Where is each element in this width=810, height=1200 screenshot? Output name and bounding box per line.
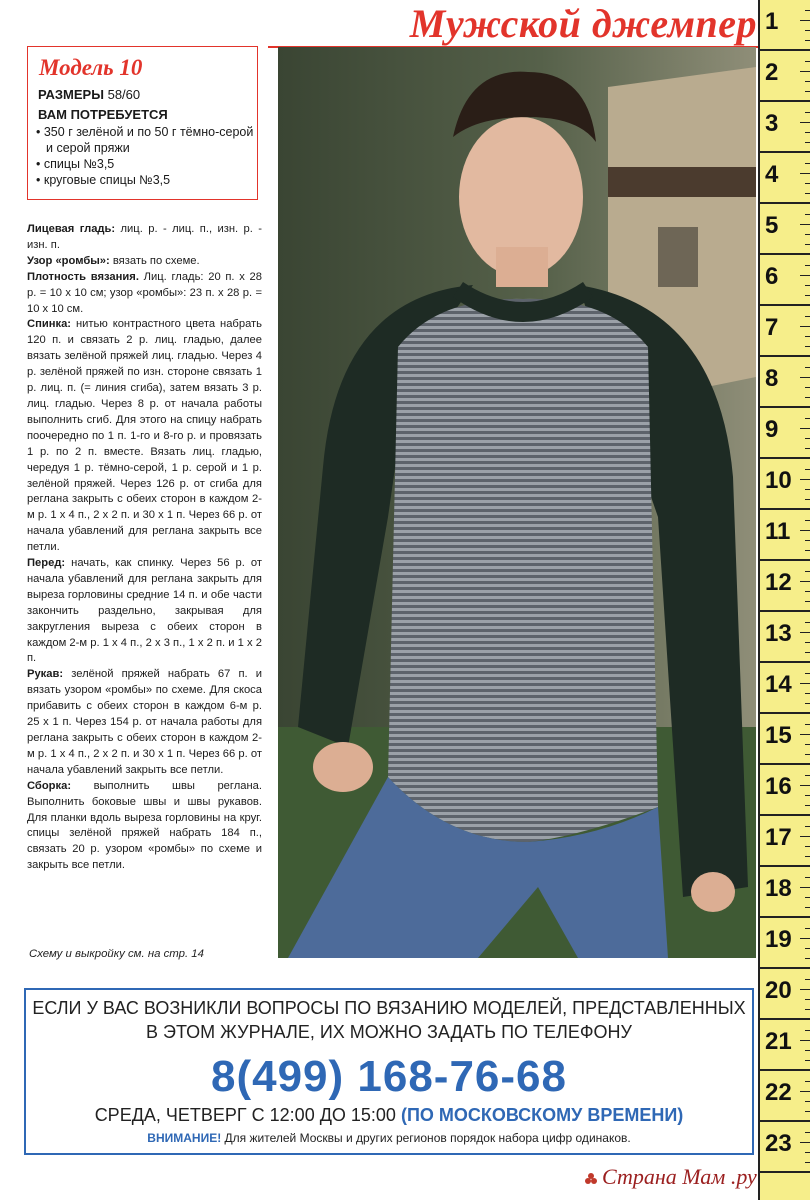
ruler-tick: [805, 622, 810, 623]
ruler-cell: [760, 612, 810, 663]
ruler-number: 9: [765, 416, 779, 443]
ruler-tick: [800, 122, 810, 123]
ruler-tick: [805, 591, 810, 592]
page-ruler: [758, 0, 810, 1200]
ruler-number: 2: [765, 59, 779, 86]
model-photo-illustration: [278, 47, 756, 958]
ruler-tick: [800, 1091, 810, 1092]
ruler-tick: [800, 428, 810, 429]
ruler-tick: [805, 346, 810, 347]
ruler-tick: [805, 91, 810, 92]
instruction-paragraph: [27, 317, 262, 556]
ruler-tick: [800, 989, 810, 990]
ruler-tick: [805, 112, 810, 113]
ruler-number: 7: [765, 314, 779, 341]
instruction-term: Узор «ромбы»:: [27, 254, 110, 267]
instruction-paragraph: [27, 254, 262, 270]
ruler-tick: [805, 142, 810, 143]
ruler-tick: [805, 958, 810, 959]
materials-item: • круговые спицы №3,5: [36, 172, 254, 188]
ruler-cell: [760, 1122, 810, 1173]
ruler-tick: [805, 693, 810, 694]
instruction-text: нитью контрастного цвета набрать 120 п. и связать 2 р. лиц. гладью, далее вязать зелёной пряжей лиц. гладью. Через 4 р. зелёной пряжей по изн. стороне связать 1 р. лиц. п. (= линия сгиба), затем вязать 3 р. лиц. гладью. Через 8 р. от начала работы выполнить сгиб. Для этого на спицу набрать поочередно по 1 п. 1-го и 8-го р. и провязать 1 р. по 2 п. вместе. Вязать лиц. гладью, чередуя 1 р. тёмно-серой, 1 р. серой и 1 р. зелёной пряжей. Через 126 р. от сгиба для реглана закрыть с обеих сторон в каждом 2-м р. 1 х 4 п., 2 х 2 п. и 30 х 1 п. Через 66 р. от начала убавлений для реглана закрыть все петли.: [27, 318, 262, 554]
model-title: Модель 10: [39, 55, 143, 80]
sizes-label: РАЗМЕРЫ: [38, 87, 104, 102]
ruler-cell: [760, 153, 810, 204]
instruction-paragraph: [27, 556, 262, 667]
ruler-tick: [800, 20, 810, 21]
ruler-number: 11: [765, 518, 791, 545]
ruler-tick: [800, 1142, 810, 1143]
ruler-tick: [805, 397, 810, 398]
contact-box: [24, 988, 754, 1155]
instruction-paragraph: [27, 270, 262, 318]
ruler-tick: [805, 1009, 810, 1010]
attention-note: [26, 1131, 752, 1145]
ruler-tick: [805, 703, 810, 704]
model-info-box: [27, 46, 258, 200]
ruler-cell: [760, 918, 810, 969]
instruction-text: вязать по схеме.: [109, 254, 200, 267]
ruler-number: 21: [765, 1028, 792, 1055]
ruler-tick: [805, 1081, 810, 1082]
ruler-number: 5: [765, 212, 779, 239]
hours-timezone: (ПО МОСКОВСКОМУ ВРЕМЕНИ): [400, 1105, 684, 1125]
materials-title: ВАМ ПОТРЕБУЕТСЯ: [38, 107, 168, 122]
ruler-tick: [805, 418, 810, 419]
ruler-tick: [800, 887, 810, 888]
instruction-text: лиц. р. - лиц. п., изн. р. - изн. п.: [27, 223, 262, 251]
ruler-cell: [760, 1071, 810, 1122]
ruler-tick: [805, 295, 810, 296]
ruler-cell: [760, 408, 810, 459]
ruler-tick: [805, 1060, 810, 1061]
ruler-tick: [805, 1111, 810, 1112]
ruler-cell: [760, 663, 810, 714]
ruler-tick: [805, 1162, 810, 1163]
page-title: Мужской джемпер: [409, 1, 757, 46]
ruler-tick: [805, 40, 810, 41]
instruction-text: выполнить швы реглана. Выполнить боковые швы и швы рукавов. Для планки вдоль выреза горловины на круг. спицы зелёной пряжей набрать 184 п., связать 20 р. узором «ромбы» по схеме и закрыть все петли.: [27, 779, 262, 872]
ruler-tick: [805, 795, 810, 796]
contact-line-2: В ЭТОМ ЖУРНАЛЕ, ИХ МОЖНО ЗАДАТЬ ПО ТЕЛЕФОНУ: [146, 1022, 632, 1042]
ruler-number: 17: [765, 824, 792, 851]
ruler-tick: [805, 234, 810, 235]
ruler-tick: [800, 938, 810, 939]
ruler-tick: [805, 183, 810, 184]
ruler-tick: [805, 469, 810, 470]
ruler-tick: [805, 877, 810, 878]
ruler-tick: [805, 601, 810, 602]
ruler-tick: [800, 173, 810, 174]
ruler-tick: [800, 530, 810, 531]
ruler-number: 12: [765, 569, 792, 596]
sizes-line: [38, 87, 140, 102]
instruction-paragraph: [27, 222, 262, 254]
ruler-tick: [800, 836, 810, 837]
ruler-number: 6: [765, 263, 779, 290]
ruler-tick: [805, 571, 810, 572]
ruler-number: 14: [765, 671, 792, 698]
ruler-tick: [805, 928, 810, 929]
pattern-reference-note: Схему и выкройку см. на стр. 14: [29, 948, 204, 960]
ruler-tick: [800, 581, 810, 582]
materials-list: [36, 124, 254, 188]
ruler-tick: [800, 377, 810, 378]
ruler-number: 16: [765, 773, 792, 800]
instruction-term: Спинка:: [27, 318, 72, 331]
ruler-tick: [805, 448, 810, 449]
ruler-tick: [805, 265, 810, 266]
ruler-number: 13: [765, 620, 792, 647]
ruler-tick: [805, 948, 810, 949]
ruler-cell: [760, 102, 810, 153]
ruler-tick: [800, 1040, 810, 1041]
ruler-number: 19: [765, 926, 792, 953]
ruler-number: 4: [765, 161, 779, 188]
contact-line-1: ЕСЛИ У ВАС ВОЗНИКЛИ ВОПРОСЫ ПО ВЯЗАНИЮ МОДЕЛЕЙ, ПРЕДСТАВЛЕННЫХ: [32, 998, 746, 1018]
ruler-cell: [760, 357, 810, 408]
ruler-tick: [805, 1101, 810, 1102]
site-watermark: Страна Мам .ру: [602, 1164, 757, 1189]
ruler-tick: [805, 673, 810, 674]
ruler-tick: [800, 326, 810, 327]
ruler-tick: [805, 754, 810, 755]
ruler-tick: [805, 1030, 810, 1031]
ruler-cell: [760, 1020, 810, 1071]
ruler-tick: [805, 10, 810, 11]
attention-label: ВНИМАНИЕ!: [147, 1131, 222, 1145]
ruler-tick: [805, 724, 810, 725]
ruler-cell: [760, 969, 810, 1020]
ruler-tick: [805, 1050, 810, 1051]
ruler-tick: [805, 438, 810, 439]
ruler-number: 18: [765, 875, 792, 902]
ruler-tick: [800, 632, 810, 633]
ruler-tick: [800, 785, 810, 786]
ruler-number: 8: [765, 365, 779, 392]
ruler-tick: [805, 81, 810, 82]
ruler-tick: [805, 540, 810, 541]
ruler-tick: [805, 336, 810, 337]
ruler-tick: [805, 244, 810, 245]
ruler-tick: [805, 489, 810, 490]
ruler-cell: [760, 714, 810, 765]
contact-hours: [26, 1105, 752, 1126]
ruler-cell: [760, 510, 810, 561]
ruler-cell: [760, 306, 810, 357]
ruler-tick: [805, 652, 810, 653]
ruler-tick: [805, 1132, 810, 1133]
ruler-cell: [760, 459, 810, 510]
ruler-cell: [760, 561, 810, 612]
ruler-tick: [805, 214, 810, 215]
ruler-tick: [800, 224, 810, 225]
ruler-number: 1: [765, 8, 779, 35]
ruler-tick: [805, 805, 810, 806]
ruler-tick: [800, 683, 810, 684]
ruler-cell: [760, 867, 810, 918]
ruler-tick: [805, 367, 810, 368]
instruction-term: Лицевая гладь:: [27, 223, 116, 235]
instruction-paragraph: [27, 667, 262, 778]
ruler-tick: [805, 846, 810, 847]
instruction-term: Сборка:: [27, 779, 72, 792]
ruler-tick: [805, 387, 810, 388]
ruler-tick: [800, 71, 810, 72]
ruler-tick: [800, 734, 810, 735]
ruler-tick: [805, 642, 810, 643]
ruler-tick: [805, 1152, 810, 1153]
ruler-cell: [760, 816, 810, 867]
ruler-cell: [760, 255, 810, 306]
ruler-tick: [805, 520, 810, 521]
materials-item: • 350 г зелёной и по 50 г тёмно-серой и серой пряжи: [36, 124, 254, 156]
ruler-tick: [805, 856, 810, 857]
ruler-tick: [800, 275, 810, 276]
knitting-instructions: [27, 222, 262, 874]
ruler-cell: [760, 204, 810, 255]
ruler-tick: [805, 999, 810, 1000]
ruler-tick: [805, 826, 810, 827]
instruction-text: Лиц. гладь: 20 п. х 28 р. = 10 х 10 см; узор «ромбы»: 23 п. х 28 р. = 10 х 10 см.: [27, 270, 262, 315]
instruction-term: Перед:: [27, 557, 66, 570]
ruler-tick: [805, 897, 810, 898]
watermark-flower-icon: [584, 1172, 598, 1186]
ruler-number: 23: [765, 1130, 792, 1157]
materials-item: • спицы №3,5: [36, 156, 254, 172]
ruler-number: 22: [765, 1079, 792, 1106]
ruler-tick: [805, 132, 810, 133]
ruler-tick: [805, 979, 810, 980]
ruler-tick: [805, 744, 810, 745]
ruler-tick: [800, 479, 810, 480]
ruler-cell: [760, 0, 810, 51]
instruction-term: Плотность вязания.: [27, 270, 139, 283]
instruction-text: зелёной пряжей набрать 67 п. и вязать узором «ромбы» по схеме. Для скоса прибавить с обеих сторон в каждом 6-м р. 25 х 1 п. Через 154 р. от начала работы для реглана закрыть с обеих сторон в каждом 2-м р. 1 х 4 п., 2 х 2 п. и 30 х 1 п. Через 66 р. от начала убавлений закрыть все петли.: [27, 668, 262, 776]
ruler-tick: [805, 193, 810, 194]
ruler-number: 10: [765, 467, 792, 494]
ruler-cell: [760, 765, 810, 816]
attention-text: Для жителей Москвы и других регионов порядок набора цифр одинаков.: [221, 1131, 631, 1145]
ruler-tick: [805, 550, 810, 551]
ruler-tick: [805, 30, 810, 31]
instruction-term: Рукав:: [27, 668, 64, 681]
ruler-tick: [805, 907, 810, 908]
ruler-tick: [805, 775, 810, 776]
ruler-tick: [805, 316, 810, 317]
contact-phone[interactable]: 8(499) 168-76-68: [210, 1052, 567, 1101]
ruler-number: 15: [765, 722, 792, 749]
ruler-cell: [760, 51, 810, 102]
ruler-tick: [805, 499, 810, 500]
ruler-tick: [805, 61, 810, 62]
ruler-number: 3: [765, 110, 779, 137]
instruction-text: начать, как спинку. Через 56 р. от начала убавлений для реглана закрыть для выреза горловины средние 14 п. и обе части закончить раздельно, закрывая для закругления выреза с обеих сторон в каждом 2-м р. 1 х 4 п., 2 х 3 п., 1 х 2 п. и 1 х 2 п.: [27, 557, 262, 665]
hours-text: СРЕДА, ЧЕТВЕРГ С 12:00 ДО 15:00: [94, 1105, 401, 1125]
ruler-number: 20: [765, 977, 792, 1004]
model-photo: [278, 47, 756, 958]
sizes-value: 58/60: [107, 87, 141, 102]
instruction-paragraph: [27, 779, 262, 874]
ruler-tick: [805, 285, 810, 286]
ruler-tick: [805, 163, 810, 164]
